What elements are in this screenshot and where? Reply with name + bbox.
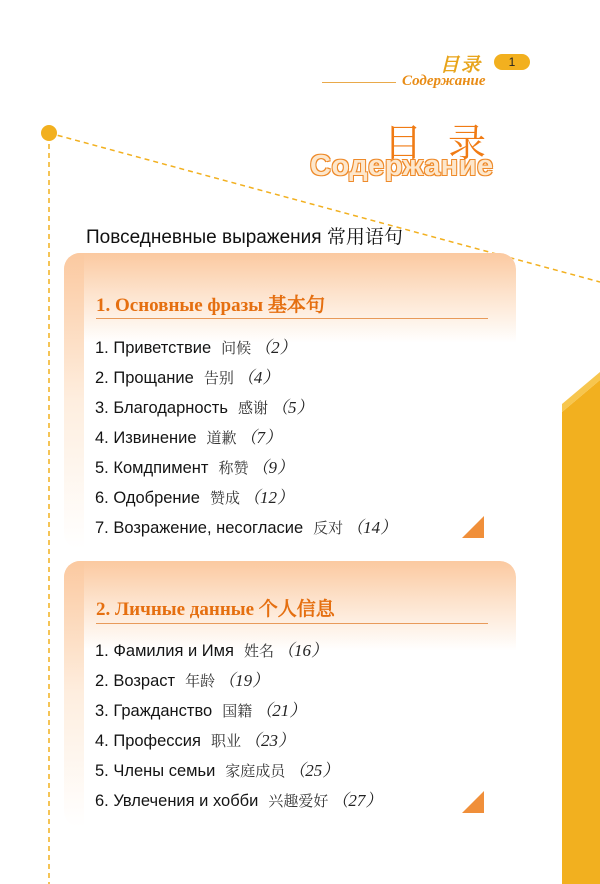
toc-item-page: （25） — [288, 761, 340, 780]
toc-item[interactable] — [95, 636, 382, 666]
toc-item-page: （23） — [243, 731, 295, 750]
section-rule — [96, 623, 488, 624]
section-heading: 2. Личные данные 个人信息 — [96, 599, 335, 620]
toc-item[interactable] — [95, 756, 382, 786]
toc-item-ru: 2. Возраст — [95, 672, 176, 690]
header-cn-title: 目录 — [440, 54, 483, 76]
toc-item-page: （14） — [346, 518, 398, 537]
toc-item-cn: 问候 — [221, 339, 252, 357]
toc-item-page: （5） — [270, 398, 314, 417]
toc-item-ru: 7. Возражение, несогласие — [95, 519, 304, 537]
toc-item-cn: 兴趣爱好 — [268, 792, 329, 810]
toc-item[interactable] — [95, 696, 382, 726]
toc-item-cn: 称赞 — [218, 459, 249, 477]
toc-item[interactable] — [95, 453, 397, 483]
section-card-basic-phrases — [64, 253, 516, 549]
toc-item-page: （12） — [242, 488, 294, 507]
section-card-personal-data — [64, 561, 516, 827]
toc-item-cn: 感谢 — [237, 399, 268, 417]
header-rule — [322, 82, 396, 83]
toc-item[interactable] — [95, 786, 382, 816]
toc-item-page: （2） — [254, 338, 297, 357]
toc-item-ru: 1. Приветствие — [95, 339, 212, 357]
toc-item-ru: 3. Гражданство — [95, 702, 213, 720]
toc-item-page: （4） — [236, 368, 280, 387]
toc-item-ru: 6. Увлечения и хобби — [95, 792, 259, 810]
dot-marker — [41, 125, 57, 141]
toc-item-ru: 4. Профессия — [95, 732, 201, 750]
toc-item-cn: 国籍 — [222, 702, 253, 720]
toc-list — [95, 636, 382, 816]
toc-item-cn: 赞成 — [209, 489, 240, 507]
card-side-bg — [64, 561, 84, 827]
toc-list — [95, 333, 397, 543]
toc-item-page: （16） — [276, 641, 328, 660]
section-heading: 1. Основные фразы 基本句 — [96, 295, 325, 316]
page-number-badge: 1 — [494, 54, 530, 70]
toc-item[interactable] — [95, 483, 397, 513]
toc-item[interactable] — [95, 393, 397, 423]
toc-item[interactable] — [95, 666, 382, 696]
toc-item-cn: 道歉 — [206, 429, 237, 447]
toc-item-ru: 1. Фамилия и Имя — [95, 642, 234, 660]
category-subtitle: Повседневные выражения 常用语句 — [86, 227, 403, 248]
toc-item-cn: 姓名 — [243, 642, 274, 660]
toc-item-cn: 反对 — [313, 519, 344, 537]
corner-triangle-icon — [462, 791, 484, 813]
toc-item-page: （19） — [218, 671, 270, 690]
toc-item-ru: 6. Одобрение — [95, 489, 200, 507]
side-band — [562, 0, 600, 884]
toc-item-ru: 5. Комдпимент — [95, 459, 209, 477]
card-side-bg — [64, 253, 84, 549]
toc-item-cn: 年龄 — [185, 672, 216, 690]
toc-item-cn: 家庭成员 — [225, 762, 286, 780]
toc-item-page: （21） — [255, 701, 307, 720]
toc-item-cn: 职业 — [210, 732, 241, 750]
toc-item-ru: 2. Прощание — [95, 369, 194, 387]
toc-item-page: （7） — [239, 428, 283, 447]
header-ru-title: Содержание — [402, 73, 486, 89]
toc-item[interactable] — [95, 363, 397, 393]
toc-item[interactable] — [95, 726, 382, 756]
toc-item-ru: 4. Извинение — [95, 429, 197, 447]
toc-item[interactable] — [95, 423, 397, 453]
page-title-ru: Содержание — [310, 150, 494, 182]
toc-item-ru: 3. Благодарность — [95, 399, 228, 417]
toc-item[interactable] — [95, 333, 397, 363]
toc-item-page: （27） — [331, 791, 383, 810]
toc-item[interactable] — [95, 513, 397, 543]
section-rule — [96, 318, 488, 319]
toc-item-page: （9） — [251, 458, 294, 477]
corner-triangle-icon — [462, 516, 484, 538]
toc-item-cn: 告别 — [203, 369, 234, 387]
page-title-cn: 目录 — [384, 121, 513, 165]
toc-item-ru: 5. Члены семьи — [95, 762, 216, 780]
